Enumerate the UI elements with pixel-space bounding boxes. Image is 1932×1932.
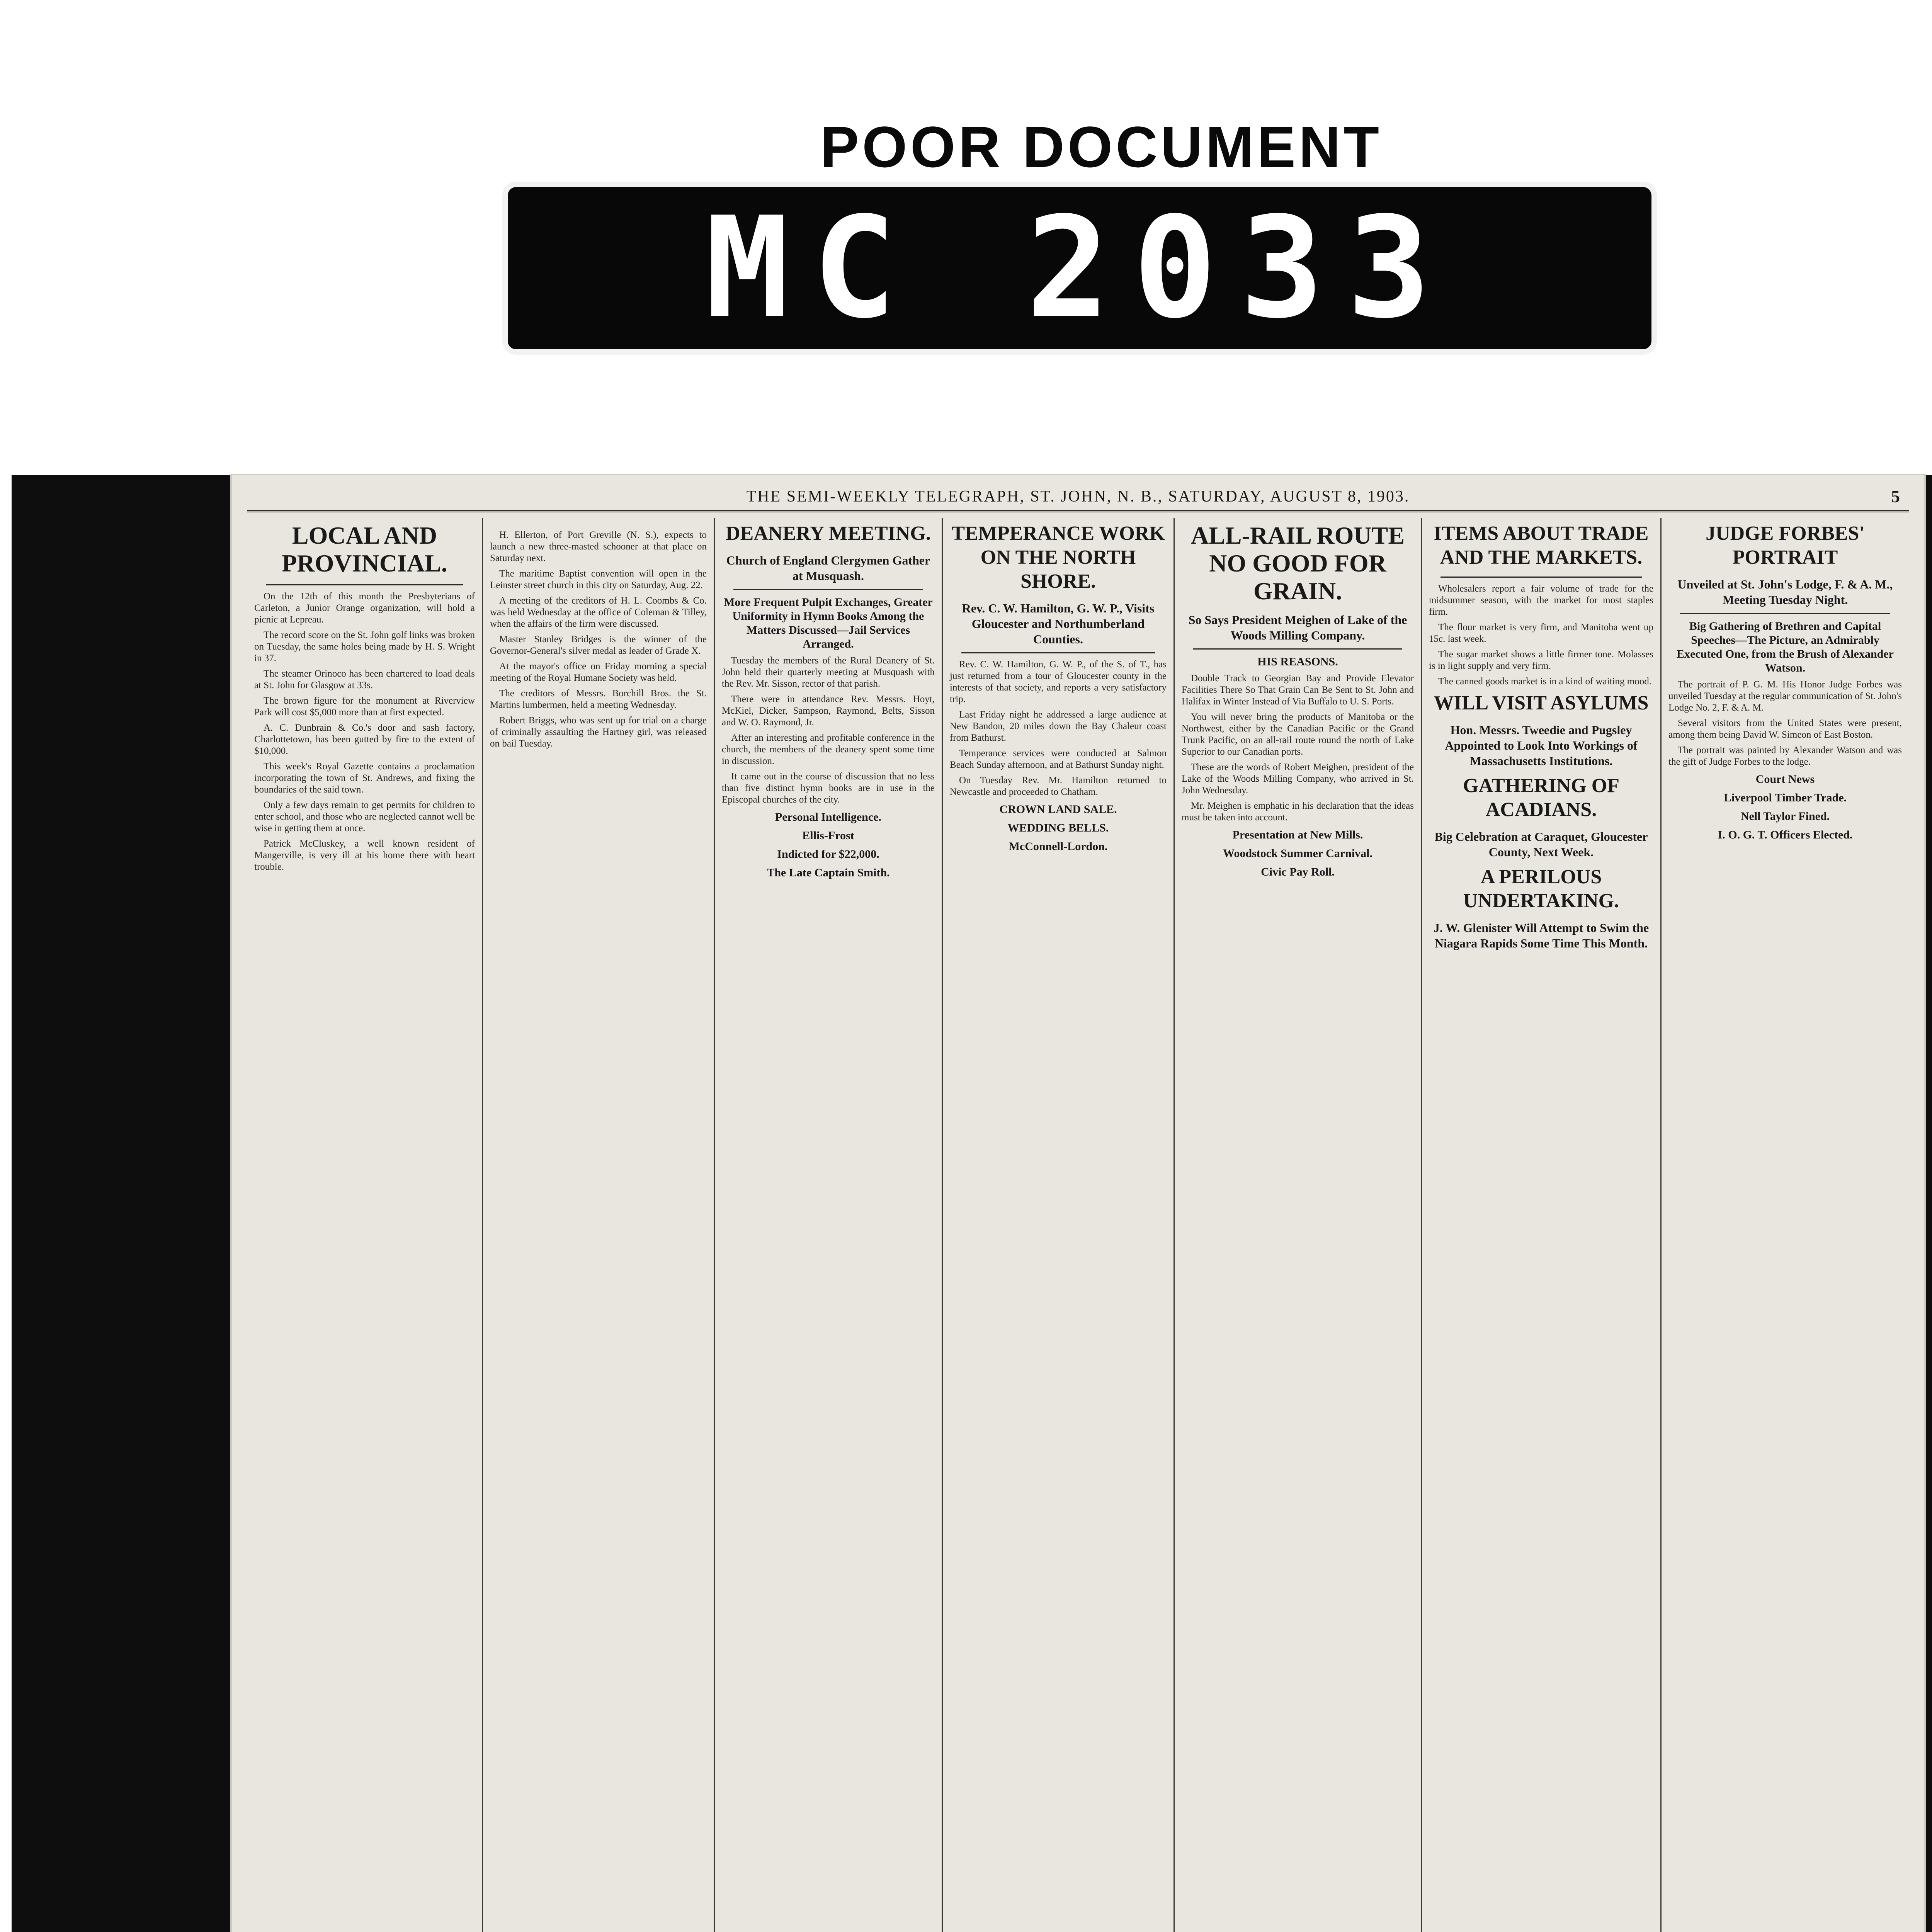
- paragraph: On the 12th of this month the Presbyterians of Carleton, a Junior Orange organization, will hold a picnic at Lepreau.: [254, 591, 475, 625]
- paragraph: The canned goods market is in a kind of waiting mood.: [1438, 676, 1651, 687]
- paragraph: Patrick McCluskey, a well known resident of Mangerville, is very ill at his home there with heart trouble.: [254, 838, 475, 872]
- columns: [247, 518, 1909, 1932]
- paragraph: The sugar market shows a little firmer tone. Molasses is in light supply and very firm.: [1429, 649, 1653, 671]
- headline: LOCAL AND PROVINCIAL.: [282, 522, 447, 577]
- divider: [733, 589, 923, 590]
- deck: Unveiled at St. John's Lodge, F. & A. M., Meeting Tuesday Night.: [1677, 577, 1893, 607]
- headline: TEMPERANCE WORK ON THE NORTH SHORE.: [951, 522, 1165, 592]
- deck: Rev. C. W. Hamilton, G. W. P., Visits Gloucester and Northumberland Counties.: [962, 601, 1155, 646]
- paragraph: The flour market is very firm, and Manitoba went up 15c. last week.: [1429, 622, 1653, 644]
- paragraph: This week's Royal Gazette contains a proclamation incorporating the town of St. Andrews, and fixing the boundaries of the said town.: [254, 761, 475, 795]
- paragraph: You will never bring the products of Manitoba or the Northwest, either by the Canadian Pacific or the Grand Trunk Pacific, on an all-rail route round the north of Lake Superior to our Canadian ports.: [1182, 712, 1414, 757]
- deck: So Says President Meighen of Lake of the Woods Milling Company.: [1188, 613, 1407, 642]
- headline: ALL-RAIL ROUTE NO GOOD FOR GRAIN.: [1191, 522, 1405, 605]
- subheading: Nell Taylor Fined.: [1740, 810, 1830, 823]
- headline: JUDGE FORBES' PORTRAIT: [1706, 522, 1865, 568]
- paragraph: Mr. Meighen is emphatic in his declaration that the ideas must be taken into account.: [1182, 801, 1414, 823]
- divider: [961, 652, 1155, 653]
- paragraph: At the mayor's office on Friday morning a special meeting of the Royal Humane Society was held.: [490, 661, 707, 683]
- subheading: Woodstock Summer Carnival.: [1223, 847, 1372, 860]
- running-head: [247, 483, 1909, 512]
- paragraph: The portrait was painted by Alexander Watson and was the gift of Judge Forbes to the lodge.: [1668, 745, 1902, 767]
- paragraph: A meeting of the creditors of H. L. Coombs & Co. was held Wednesday at the office of Coleman & Tilley, when the affairs of the firm were discussed.: [490, 595, 707, 629]
- paragraph: It came out in the course of discussion that no less than five distinct hymn books are in use in the Episcopal churches of the city.: [722, 771, 935, 805]
- subheading: More Frequent Pulpit Exchanges, Greater Uniformity in Hymn Books Among the Matters Discussed—Jail Services Arranged.: [724, 596, 933, 650]
- column-local-continued: [483, 518, 715, 1932]
- column-local-provincial: [247, 518, 483, 1932]
- divider: [266, 584, 463, 585]
- paragraph: The maritime Baptist convention will open in the Leinster street church in this city on Saturday, Aug. 22.: [490, 568, 707, 590]
- paragraph: These are the words of Robert Meighen, president of the Lake of the Woods Milling Company, who arrived in St. John Wednesday.: [1182, 762, 1414, 796]
- paragraph: Wholesalers report a fair volume of trade for the midsummer season, with the market for most staples firm.: [1429, 583, 1653, 617]
- paragraph: The record score on the St. John golf links was broken on Tuesday, the same holes being made by H. S. Wright in 37.: [254, 630, 475, 663]
- headline: ITEMS ABOUT TRADE AND THE MARKETS.: [1434, 522, 1649, 568]
- deck: Big Celebration at Caraquet, Gloucester County, Next Week.: [1434, 830, 1648, 859]
- paragraph: The brown figure for the monument at Riverview Park will cost $5,000 more than at first expected.: [254, 696, 475, 718]
- subheading: McConnell-Lordon.: [1009, 840, 1108, 853]
- paragraph: On Tuesday Rev. Mr. Hamilton returned to Newcastle and proceeded to Chatham.: [950, 775, 1167, 797]
- paragraph: Only a few days remain to get permits for children to enter school, and those who are neglected cannot well be wise in getting them at once.: [254, 800, 475, 833]
- newspaper-page: [232, 475, 1924, 1932]
- paragraph: Last Friday night he addressed a large audience at New Bandon, 20 miles down the Bay Chaleur coast from Bathurst.: [950, 709, 1167, 743]
- divider: [1680, 613, 1890, 614]
- paragraph: Rev. C. W. Hamilton, G. W. P., of the S. of T., has just returned from a tour of Gloucester county in the interests of that society, and reports a very satisfactory trip.: [950, 659, 1167, 704]
- column-judge-forbes-portrait: [1662, 518, 1909, 1932]
- subheading: HIS REASONS.: [1257, 655, 1338, 668]
- divider: [1193, 648, 1402, 650]
- paragraph: After an interesting and profitable conference in the church, the members of the deanery spent some time in discussion.: [722, 733, 935, 766]
- headline: DEANERY MEETING.: [726, 522, 931, 544]
- paragraph: Master Stanley Bridges is the winner of the Governor-General's silver medal as leader of Grade X.: [490, 634, 707, 656]
- headline: GATHERING OF ACADIANS.: [1463, 775, 1619, 821]
- subheading: Court News: [1755, 773, 1815, 786]
- subheading: The Late Captain Smith.: [767, 866, 890, 879]
- subheading: Presentation at New Mills.: [1232, 828, 1363, 841]
- column-deanery-meeting: [715, 518, 943, 1932]
- poor-document-label: POOR DOCUMENT: [734, 108, 1468, 185]
- column-temperance-work: [943, 518, 1175, 1932]
- paragraph: Robert Briggs, who was sent up for trial on a charge of criminally assaulting the Hartney girl, was released on bail Tuesday.: [490, 715, 707, 749]
- headline: WILL VISIT ASYLUMS: [1434, 692, 1649, 714]
- paragraph: Several visitors from the United States were present, among them being David W. Simeon of East Boston.: [1668, 718, 1902, 740]
- divider: [1440, 577, 1642, 578]
- deck: J. W. Glenister Will Attempt to Swim the Niagara Rapids Some Time This Month.: [1433, 921, 1649, 950]
- paragraph: Tuesday the members of the Rural Deanery of St. John held their quarterly meeting at Musquash with the Rev. Mr. Sisson, rector of that parish.: [722, 655, 935, 689]
- paragraph: Temperance services were conducted at Salmon Beach Sunday afternoon, and at Bathurst Sunday night.: [950, 748, 1167, 770]
- subheading: WEDDING BELLS.: [1007, 821, 1109, 834]
- paragraph: There were in attendance Rev. Messrs. Hoyt, McKiel, Dicker, Sampson, Raymond, Belts, Sisson and W. O. Raymond, Jr.: [722, 694, 935, 728]
- deck: Hon. Messrs. Tweedie and Pugsley Appointed to Look Into Workings of Massachusetts Institutions.: [1445, 723, 1638, 768]
- deck: Church of England Clergymen Gather at Musquash.: [726, 553, 930, 583]
- column-all-rail-route: [1175, 518, 1422, 1932]
- subheading: I. O. G. T. Officers Elected.: [1718, 828, 1853, 841]
- column-items-about-trade: [1422, 518, 1662, 1932]
- subheading: Civic Pay Roll.: [1261, 866, 1335, 878]
- microfilm-code-plate: MC 2033: [502, 182, 1657, 355]
- subheading: Liverpool Timber Trade.: [1723, 791, 1847, 804]
- paragraph: The steamer Orinoco has been chartered to load deals at St. John for Glasgow at 33s.: [254, 668, 475, 690]
- paragraph: The portrait of P. G. M. His Honor Judge Forbes was unveiled Tuesday at the regular communication of St. John's Lodge No. 2, F. & A. M.: [1668, 679, 1902, 713]
- subheading: Ellis-Frost: [802, 829, 854, 842]
- running-head-text: THE SEMI-WEEKLY TELEGRAPH, ST. JOHN, N. B., SATURDAY, AUGUST 8, 1903.: [746, 488, 1410, 505]
- paragraph: H. Ellerton, of Port Greville (N. S.), expects to launch a new three-masted schooner at that place on Saturday next.: [490, 530, 707, 563]
- subheading: Personal Intelligence.: [775, 811, 881, 823]
- page-number: 5: [1891, 486, 1901, 506]
- paragraph: The creditors of Messrs. Borchill Bros. the St. Martins lumbermen, held a meeting Wednesday.: [490, 688, 707, 710]
- subheading: Indicted for $22,000.: [777, 848, 879, 861]
- paragraph: Double Track to Georgian Bay and Provide Elevator Facilities There So That Grain Can Be Sent to St. John and Halifax in Winter Instead of Via Buffalo to U. S. Ports.: [1182, 673, 1414, 707]
- paragraph: A. C. Dunbrain & Co.'s door and sash factory, Charlottetown, has been gutted by fire to the extent of $10,000.: [254, 723, 475, 756]
- headline: A PERILOUS UNDERTAKING.: [1463, 866, 1619, 912]
- subheading: Big Gathering of Brethren and Capital Speeches—The Picture, an Admirably Executed One, from the Brush of Alexander Watson.: [1677, 620, 1894, 674]
- subheading: CROWN LAND SALE.: [999, 803, 1117, 816]
